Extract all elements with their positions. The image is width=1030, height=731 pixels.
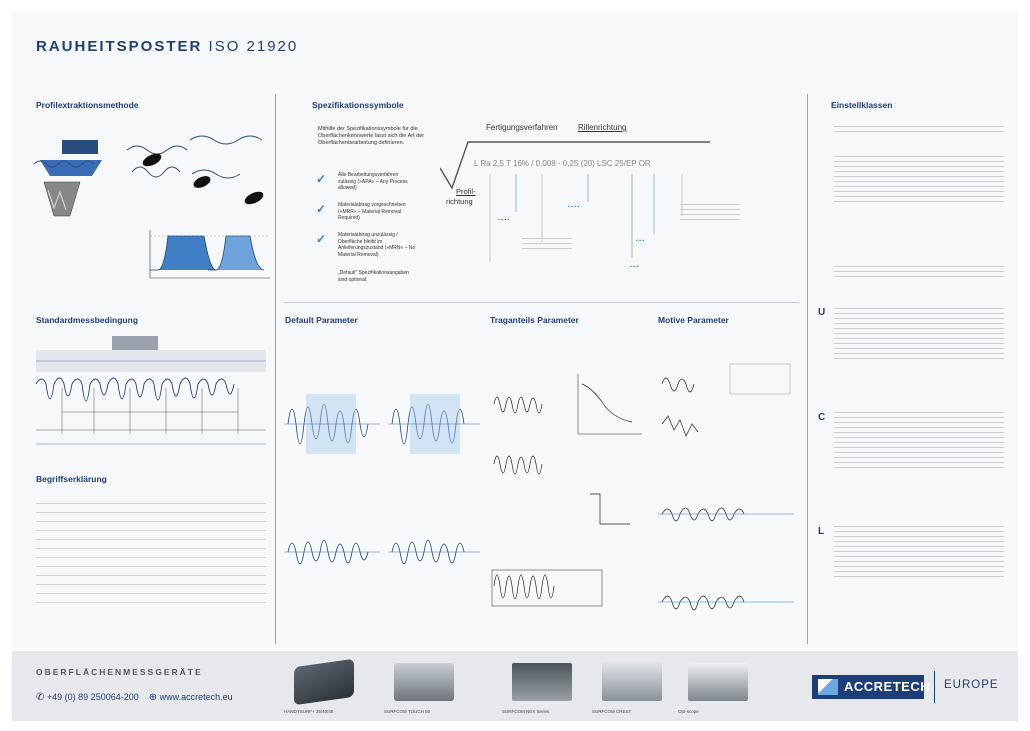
- product-caption: SURFCOM TOUCH 50: [384, 709, 431, 714]
- motif-parameter-diagrams: [658, 334, 798, 624]
- logo-mark-icon: [818, 679, 838, 695]
- row-divider: [284, 302, 799, 303]
- column-divider: [275, 94, 276, 644]
- class-letter-u: U: [818, 307, 826, 318]
- class-letter-l: L: [818, 526, 825, 537]
- terms-table: [36, 495, 266, 603]
- product-surfcom-touch: [384, 659, 474, 719]
- spec-check-apa: Alle Bearbeitungsverfahren zulässig (»APA« – Any Process allowed): [338, 172, 408, 191]
- default-parameter-diagrams: [284, 334, 484, 584]
- spec-check-mrr: Materialabtrag vorgeschrieben (»MRR« – Material Removal Required): [338, 202, 406, 221]
- spec-default-note: „Default“ Spezifikationsangaben sind optional.: [338, 270, 409, 283]
- spec-text-block: [522, 238, 572, 253]
- footer-website[interactable]: www.accretech.eu: [159, 692, 233, 702]
- product-caption: SURFCOM NEX Series: [502, 709, 550, 714]
- section-title-motive: Motive Parameter: [658, 315, 729, 325]
- product-caption: HANDYSURF+ 35/40/45: [284, 709, 334, 714]
- spec-filter-note: ▪ ▪ ▪: [636, 238, 645, 244]
- section-title-standardmess: Standardmessbedingung: [36, 315, 139, 325]
- check-icon: ✓: [316, 172, 327, 186]
- spec-intro-text: Mithilfe der Spezifikationssymbole für die Oberflächenkennwerte lässt sich die Art der Oberflächenbearbeitung definieren.: [318, 126, 425, 146]
- spec-label-rillen: Rillenrichtung: [578, 123, 627, 132]
- bearing-ratio-diagrams: [490, 334, 650, 624]
- class-intro-text: [834, 126, 1004, 136]
- product-handysurf: [284, 659, 374, 719]
- product-surfcom-crest: [592, 659, 682, 719]
- logo-divider: [934, 671, 935, 703]
- column-divider: [807, 94, 808, 644]
- poster-title: RAUHEITSPOSTER ISO 21920: [36, 38, 299, 55]
- class-note-text: [834, 266, 1004, 281]
- device-image: [394, 663, 454, 701]
- product-surfcom-nex: [502, 659, 592, 719]
- globe-icon: ⊕: [148, 692, 158, 703]
- section-title-default: Default Parameter: [285, 315, 358, 325]
- spec-label-fertigung: Fertigungsverfahren: [486, 123, 558, 132]
- roughness-poster: [12, 12, 1018, 648]
- device-image: [294, 659, 354, 705]
- standard-measurement-diagram: [32, 334, 270, 454]
- class-table-l: [834, 526, 1004, 581]
- device-image: [512, 663, 572, 701]
- spec-filter-note: ▪ ▪ ▪ ▪: [568, 204, 580, 210]
- footer-bar: [12, 651, 1018, 721]
- class-letter-c: C: [818, 412, 826, 423]
- product-caption: Opt-scope: [678, 709, 699, 714]
- section-title-begriff: Begriffserklärung: [36, 474, 107, 484]
- class-table-u: [834, 308, 1004, 363]
- spec-filter-note: ▪ ▪ ▪: [630, 264, 639, 270]
- check-icon: ✓: [316, 232, 327, 246]
- footer-contact: [36, 692, 233, 703]
- spec-label-profil: Profil-: [456, 187, 476, 196]
- phone-icon: ✆: [36, 692, 45, 703]
- footer-phone[interactable]: +49 (0) 89 250064-200: [46, 692, 139, 702]
- profile-extraction-diagram: [32, 120, 270, 280]
- class-table: [834, 156, 1004, 206]
- spec-check-mrn: Materialabtrag unzulässig / Oberfläche bleibt im Anlieferungszustand (»MRN« – No Material Removal): [338, 232, 416, 258]
- device-image: [688, 663, 748, 701]
- section-title-einstellklassen: Einstellklassen: [831, 100, 893, 110]
- section-title-spezifikation: Spezifikationssymbole: [312, 100, 404, 110]
- spec-text-block: [680, 204, 740, 224]
- device-image: [602, 663, 662, 701]
- spec-symbol-line: L Ra 2,5 T 16% / 0,008 - 0,25 (20) LSC 25/EP OR: [474, 159, 651, 168]
- check-icon: ✓: [316, 202, 327, 216]
- class-table-c: [834, 412, 1004, 472]
- spec-label-richtung: richtung: [446, 197, 473, 206]
- section-title-traganteil: Traganteils Parameter: [490, 315, 579, 325]
- region-label: EUROPE: [944, 679, 999, 691]
- spec-tolerance-note: ▪ ▪ ▪ ▪: [498, 217, 510, 223]
- product-caption: SURFCOM CREST: [592, 709, 632, 714]
- section-title-profilextraktion: Profilextraktionsmethode: [36, 100, 139, 110]
- footer-title: OBERFLÄCHENMESSGERÄTE: [36, 667, 203, 677]
- accretech-logo: ACCRETECH: [812, 675, 924, 699]
- product-opt-scope: [678, 659, 768, 719]
